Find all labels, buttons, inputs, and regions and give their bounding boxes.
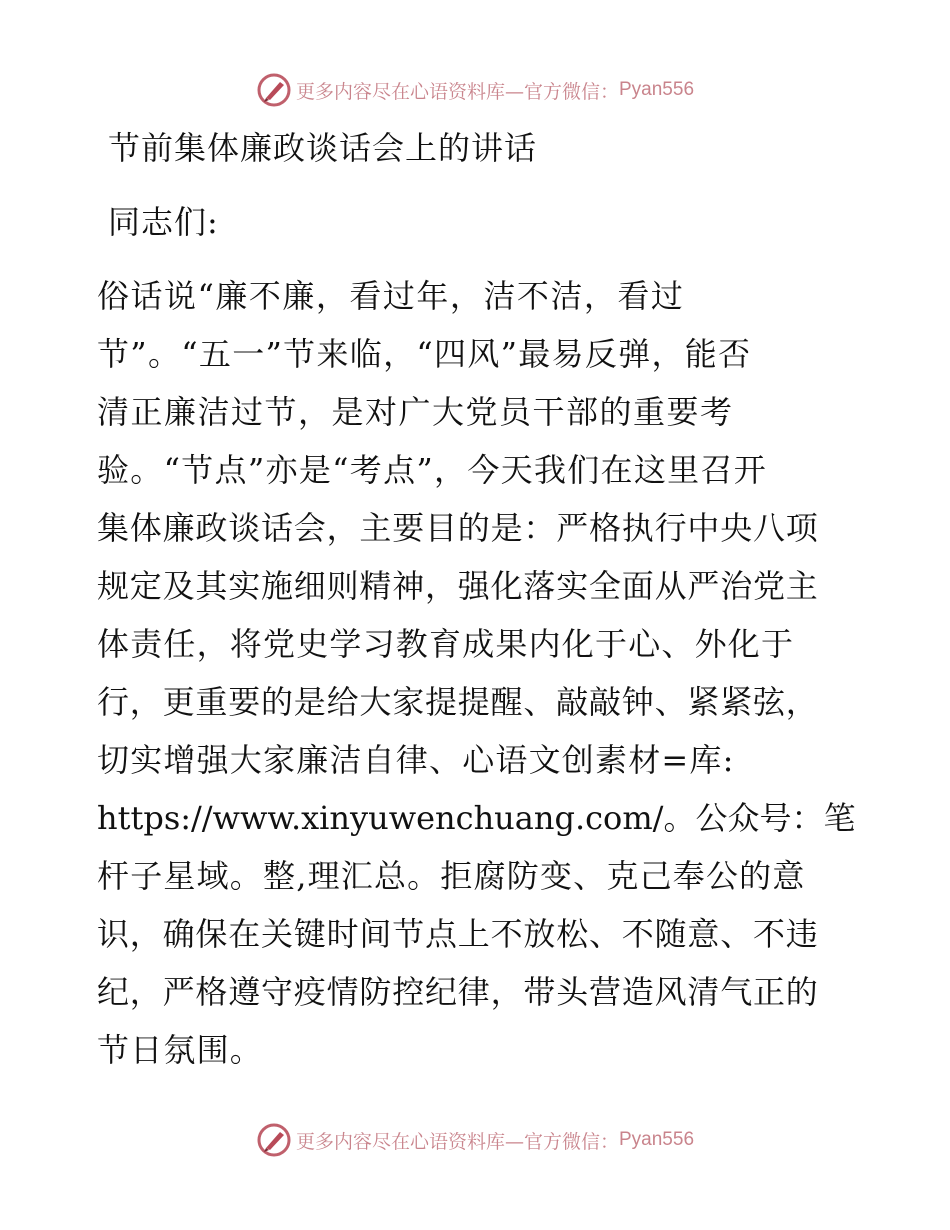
document-title: 节前集体廉政谈话会上的讲话 (108, 129, 538, 167)
paragraph-line: 体责任，将党史学习教育成果内化于心、外化于 (97, 625, 795, 663)
greeting: 同志们: (108, 203, 219, 241)
paragraph-line: 规定及其实施细则精神，强化落实全面从严治党主 (97, 567, 819, 605)
paragraph-line: 杆子星域。整,理汇总。拒腐防变、克己奉公的意 (97, 857, 806, 895)
paragraph-line: 验。“节点”亦是“考点”，今天我们在这里召开 (97, 451, 768, 489)
paragraph-line: 节日氛围。 (97, 1031, 264, 1069)
paragraph-line: https://www.xinyuwenchuang.com/。公众号：笔 (97, 799, 856, 837)
paragraph-line: 行，更重要的是给大家提提醒、敲敲钟、紧紧弦， (97, 683, 819, 721)
paragraph-line: 俗话说“廉不廉，看过年，洁不洁，看过 (97, 277, 685, 315)
pen-logo-icon (256, 72, 292, 108)
watermark-handle: Pyan556 (619, 1129, 695, 1150)
paragraph-line: 集体廉政谈话会，主要目的是：严格执行中央八项 (97, 509, 819, 547)
pen-logo-icon (256, 1122, 292, 1158)
header-watermark (0, 68, 950, 112)
paragraph-line: 节”。“五一”节来临，“四风”最易反弹，能否 (97, 335, 752, 373)
paragraph-line: 纪，严格遵守疫情防控纪律，带头营造风清气正的 (97, 973, 819, 1011)
paragraph-line: 识，确保在关键时间节点上不放松、不随意、不违 (97, 915, 819, 953)
paragraph-line: 切实增强大家廉洁自律、心语文创素材=库: (97, 741, 735, 779)
watermark-text: 更多内容尽在心语资料库—官方微信： (295, 80, 619, 103)
watermark-text: 更多内容尽在心语资料库—官方微信： (295, 1130, 619, 1153)
watermark-handle: Pyan556 (619, 79, 695, 100)
footer-watermark (0, 1118, 950, 1162)
paragraph-line: 清正廉洁过节，是对广大党员干部的重要考 (97, 393, 734, 431)
